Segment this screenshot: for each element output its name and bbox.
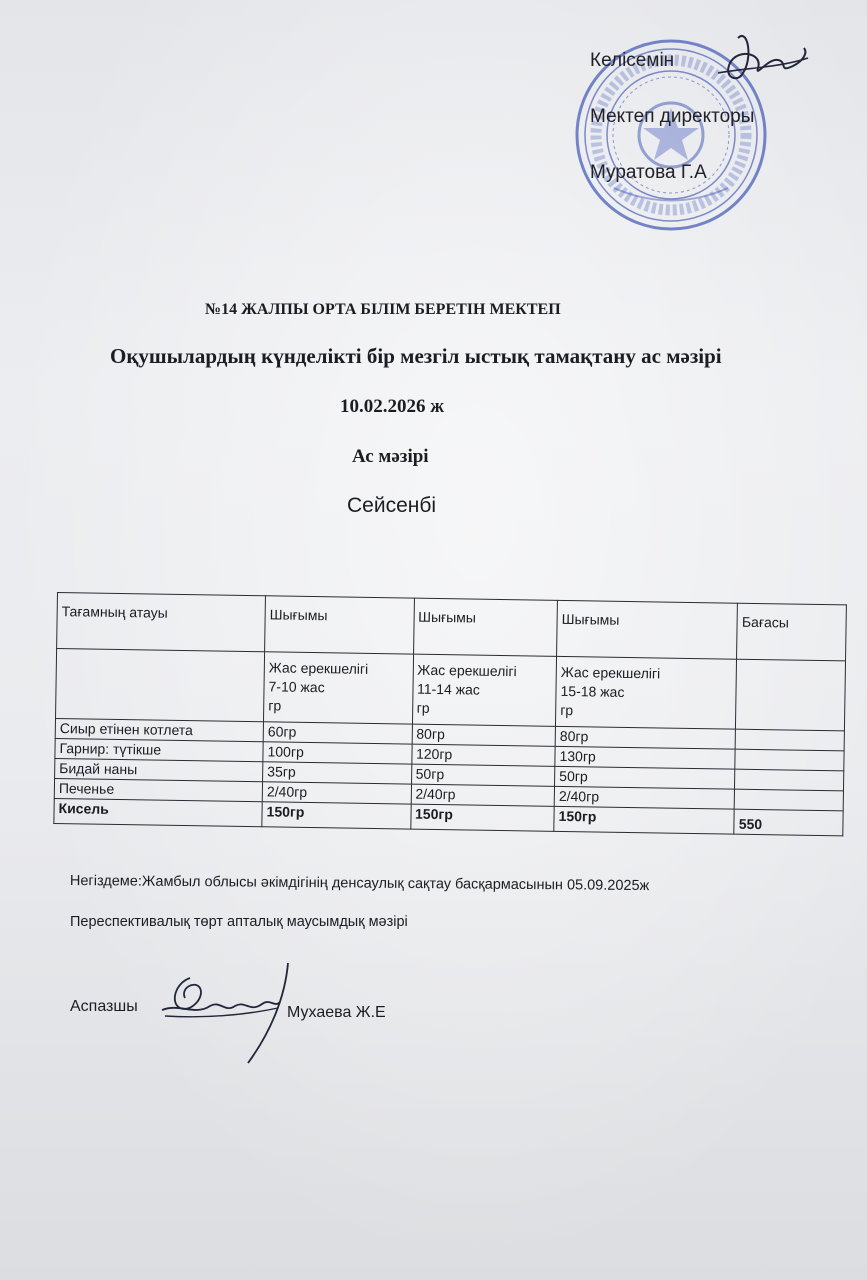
header-dish-name: Тағамның атауы [57,593,266,652]
document-subtitle: Оқушылардың күнделікті бір мезгіл ыстық тамақтану ас мәзірі [110,344,722,368]
portion-15-18: 130гр [555,746,736,769]
basis-note: Негіздеме:Жамбыл облысы әкімдігінің денсаулық сақтау басқармасынын 05.09.2025ж [69,873,650,895]
portion-11-14: 120гр [411,744,555,766]
empty-cell [56,649,265,722]
portion-11-14: 150гр [410,804,554,831]
age-range: 11-14 жас [416,680,480,698]
price [735,769,844,791]
portion-15-18: 80гр [555,726,736,749]
portion-11-14: 80гр [412,724,556,746]
age-group-row [56,649,846,731]
basis-note-continued: Переспективалық төрт апталық маусымдық мәзірі [70,914,408,930]
approval-label: Келісемін [590,50,675,71]
age-group-cell [264,652,414,724]
age-label: Жас ерекшелігі [417,661,517,680]
age-label: Жас ерекшелігі [268,659,369,677]
portion-11-14: 50гр [411,764,555,786]
portion-15-18: 2/40гр [554,786,735,809]
age-range: 7-10 жас [268,678,325,696]
empty-cell [736,659,846,731]
portion-7-10: 100гр [263,742,412,764]
price [735,729,844,751]
header-price: Бағасы [737,603,847,661]
portion-7-10: 2/40гр [262,782,411,804]
header-portion-1: Шығымы [265,596,414,654]
school-name: №14 ЖАЛПЫ ОРТА БІЛІМ БЕРЕТІН МЕКТЕП [205,301,561,318]
cook-label: Аспазшы [70,998,138,1015]
cook-name: Мухаева Ж.Е [287,1004,386,1021]
price [735,789,844,811]
price-total: 550 [734,809,843,836]
dish-name: Бидай наны [55,758,263,781]
dish-name: Кисель [54,798,262,826]
price [735,749,844,771]
approval-position: Мектеп директоры [590,106,755,127]
portion-7-10: 35гр [263,762,412,784]
portion-15-18: 150гр [554,806,735,834]
header-portion-3: Шығымы [557,600,738,659]
unit: гр [560,701,574,719]
age-group-cell [556,656,737,729]
portion-7-10: 60гр [263,722,412,744]
dish-name: Сиыр етінен котлета [55,718,263,741]
age-group-cell [412,654,557,726]
portion-7-10: 150гр [262,802,411,829]
menu-date: 10.02.2026 ж [340,396,445,417]
dish-name: Печенье [54,778,262,801]
age-range: 15-18 жас [560,682,625,700]
unit: гр [268,697,282,714]
cook-signature [150,958,300,1068]
portion-11-14: 2/40гр [411,784,555,806]
dish-name: Гарнир: түтікше [55,738,263,761]
header-portion-2: Шығымы [413,598,557,656]
director-signature [708,28,818,98]
age-label: Жас ерекшелігі [560,663,661,682]
approval-director-name: Муратова Г.А [590,162,707,183]
unit: гр [416,699,430,716]
menu-title: Ас мәзірі [352,446,429,467]
menu-table [53,592,847,836]
portion-15-18: 50гр [555,766,736,789]
weekday: Сейсенбі [347,494,437,517]
